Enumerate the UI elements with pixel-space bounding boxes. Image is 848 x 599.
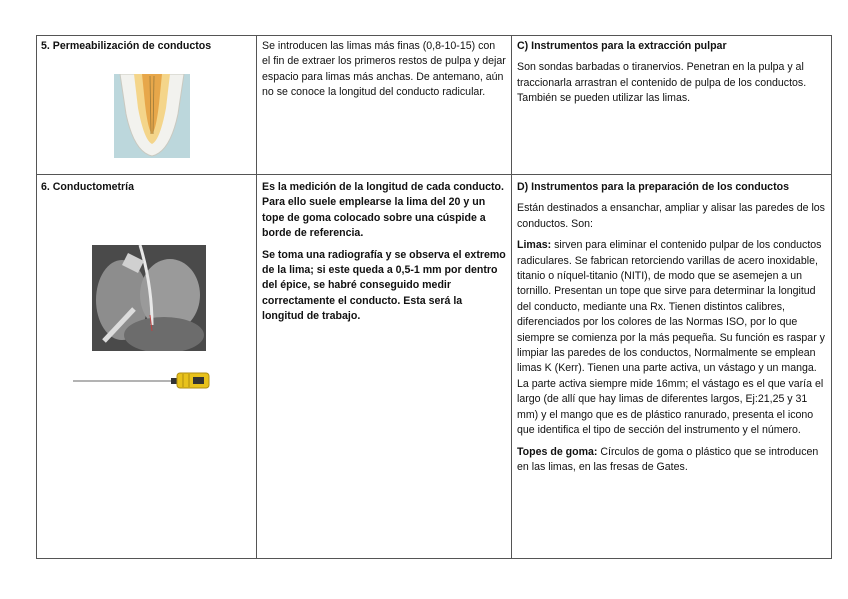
column-divider-1 xyxy=(256,36,257,558)
description-conductometria-p2: Se toma una radiografía y se observa el extremo de la lima; si este queda a 0,5-1 mm por dentro del épice, se habré conseguido medir correctamente el conducto. Esta será la longitud de trabajo. xyxy=(262,248,506,323)
instrument-cell-d xyxy=(517,180,829,481)
radiograph-image xyxy=(92,245,206,351)
endodontic-file-image xyxy=(73,369,213,391)
description-conductometria-p1: Es la medición de la longitud de cada conducto. Para ello suele emplearse la lima del 20 y un tope de goma colocado sobre una cúspide a borde de referencia. xyxy=(262,181,504,240)
topes-paragraph xyxy=(517,445,829,476)
procedure-table xyxy=(36,35,832,559)
limas-label: Limas: xyxy=(517,239,552,252)
instrument-title-d: D) Instrumentos para la preparación de los conductos xyxy=(517,181,789,193)
row-divider xyxy=(37,174,831,175)
instrument-title-c: C) Instrumentos para la extracción pulpar xyxy=(517,40,727,52)
limas-paragraph xyxy=(517,238,829,438)
section-title-permeabilizacion: 5. Permeabilización de conductos xyxy=(41,40,212,52)
topes-text: Círculos de goma o plástico que se introducen en las limas, en las fresas de Gates. xyxy=(517,445,819,473)
description-conductometria xyxy=(262,180,506,331)
topes-label: Topes de goma: xyxy=(517,445,598,458)
instrument-text-c: Son sondas barbadas o tiranervios. Penetran en la pulpa y al traccionarla arrastran el contenido de pulpa de los conductos. También se pueden utilizar las limas. xyxy=(517,61,807,105)
instrument-intro-d: Están destinados a ensanchar, ampliar y alisar las paredes de los conductos. Son: xyxy=(517,202,825,230)
column-divider-2 xyxy=(511,36,512,558)
tooth-canal-illustration xyxy=(114,74,190,158)
instrument-cell-c xyxy=(517,39,829,113)
limas-text: sirven para eliminar el contenido pulpar de los conductos radiculares. Se fabrican retorciendo varillas de acero inoxidable, titanio o níquel-titanio (NITI), de modo que se asemejen a un tornillo. Presentan un tope que sirve para determinar la longitud del conducto, mediante una Rx. Tienen distintos calibres, diferenciados por los colores de las Normas ISO, por lo que siempre se comienza por la más pequeña. Su función es raspar y limpiar las paredes de los conductos, Normalmente se emplean limas K (Kerr). Tienen una parte activa, un vástago y un manga. La parte activa siempre mide 16mm; el vástago es el que varía el largo (de allí que hay limas de diferentes largos, Ej:21,25 y 31 mm) y el mango que es de plástico ranurado, presenta el icono que identifica el tipo de sección del instrumento y el número. xyxy=(517,239,825,437)
section-title-conductometria: 6. Conductometría xyxy=(41,181,135,193)
description-permeabilizacion: Se introducen las limas más finas (0,8-10-15) con el fin de extraer los primeros restos de pulpa y dejar espacio para limas más anchas. De antemano, aún no se conoce la longitud del conducto radicular. xyxy=(262,40,506,99)
